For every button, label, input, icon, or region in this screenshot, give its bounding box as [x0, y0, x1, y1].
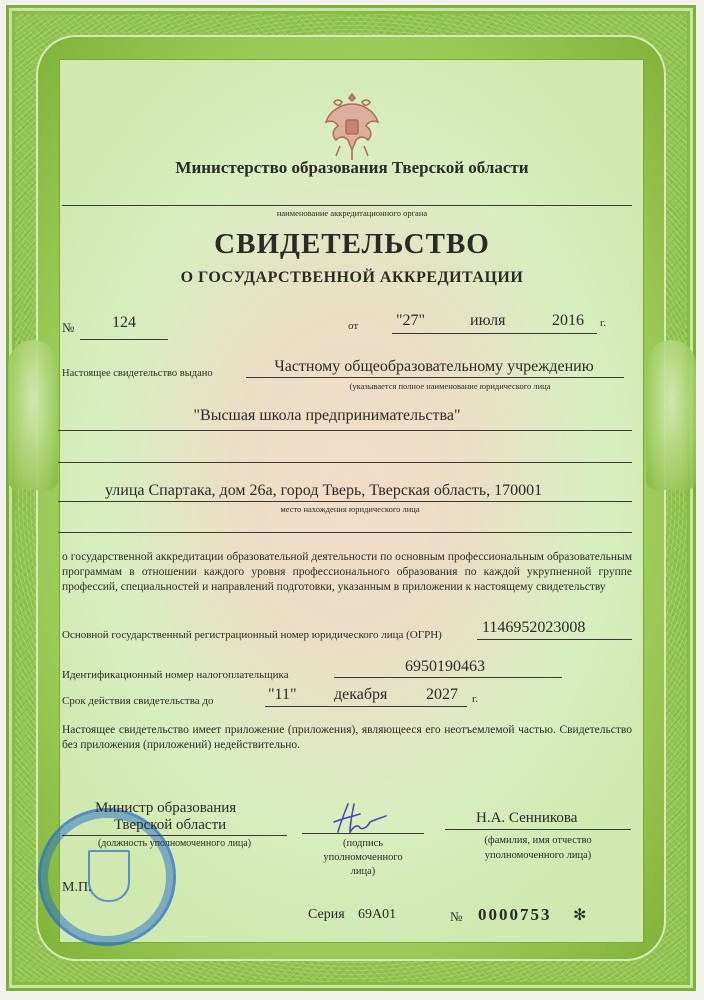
valid-until-month: декабря	[334, 686, 388, 703]
inn-underline	[334, 677, 562, 678]
issue-year: 2016	[552, 312, 584, 329]
signature-underline	[302, 833, 424, 834]
date-prefix: от	[348, 320, 359, 332]
ogrn-underline	[477, 639, 632, 640]
valid-until-label: Срок действия свидетельства до	[62, 695, 214, 707]
address-underline-2	[58, 532, 632, 533]
left-acanthus-ornament	[8, 340, 58, 490]
valid-until-underline	[265, 706, 467, 707]
organization-name: "Высшая школа предпринимательства"	[193, 407, 461, 424]
signature-caption-line1: (подпись	[342, 838, 384, 849]
document-subtitle: О ГОСУДАРСТВЕННОЙ АККРЕДИТАЦИИ	[180, 269, 524, 286]
date-underline	[392, 333, 597, 334]
signatory-position-line2: Тверской области	[114, 817, 227, 833]
organization-underline-1	[246, 377, 624, 378]
series-label: Серия	[308, 907, 345, 922]
seal-coat-of-arms-icon	[88, 850, 130, 902]
issued-to-label: Настоящее свидетельство выдано	[62, 368, 213, 379]
certificate-number: 124	[112, 314, 136, 331]
valid-until-year: 2027	[426, 686, 458, 703]
inn-value: 6950190463	[405, 658, 485, 675]
asterisk-icon: ✻	[573, 907, 587, 924]
organization-type: Частному общеобразовательному учреждению	[274, 358, 594, 375]
position-underline	[62, 835, 287, 836]
valid-until-suffix: г.	[472, 693, 479, 705]
issuer-underline	[62, 205, 632, 206]
signature-caption-line2: уполномоченного	[323, 852, 403, 863]
signatory-position-line1: Министр образования	[95, 800, 237, 816]
issue-month: июля	[470, 312, 506, 329]
name-caption-line1: (фамилия, имя отчество	[484, 835, 592, 846]
ogrn-label: Основной государственный регистрационный номер юридического лица (ОГРН)	[62, 629, 442, 641]
document-title: СВИДЕТЕЛЬСТВО	[214, 228, 490, 260]
coat-of-arms-icon	[320, 90, 384, 162]
valid-until-day: "11"	[268, 686, 297, 703]
organization-caption: (указывается полное наименование юридического лица	[349, 381, 551, 391]
position-caption: (должность уполномоченного лица)	[97, 838, 252, 849]
signatory-name: Н.А. Сенникова	[476, 810, 578, 826]
name-caption	[445, 833, 631, 863]
name-underline	[445, 829, 631, 830]
series-value: 69А01	[358, 907, 397, 922]
blank-number-label: №	[450, 909, 463, 924]
signature-caption-line3: лица)	[350, 866, 376, 877]
ogrn-value: 1146952023008	[482, 619, 586, 636]
issuer-caption: наименование аккредитационного органа	[276, 208, 428, 218]
legal-address: улица Спартака, дом 26а, город Тверь, Тверская область, 170001	[105, 482, 543, 499]
accreditation-text: о государственной аккредитации образовательной деятельности по основным профессиональным образовательным программам в отношении каждого уровня профессионального образования по каждой укрупненной группе профессий, специальностей и направлений подготовки, указанным в приложении к настоящему свидетельству	[62, 551, 632, 593]
signature-icon	[330, 800, 400, 836]
signature-caption	[302, 837, 424, 879]
address-underline	[58, 501, 632, 502]
inn-label: Идентификационный номер налогоплательщика	[62, 669, 289, 681]
organization-underline-3	[58, 462, 632, 463]
organization-underline-2	[58, 430, 632, 431]
number-label: №	[62, 320, 75, 335]
number-underline	[80, 339, 168, 340]
seal-place-label: М.П.	[62, 880, 92, 895]
date-suffix: г.	[600, 317, 607, 329]
right-acanthus-ornament	[646, 340, 696, 490]
blank-number-value: 0000753	[478, 905, 552, 924]
appendix-note: Настоящее свидетельство имеет приложение (приложения), являющееся его неотъемлемой частью. Свидетельство без приложения (приложений) недействительно.	[62, 724, 632, 751]
address-caption: место нахождения юридического лица	[280, 504, 420, 514]
name-caption-line2: уполномоченного лица)	[484, 850, 592, 861]
issue-day: "27"	[396, 312, 426, 329]
issuer-name: Министерство образования Тверской области	[175, 158, 529, 177]
